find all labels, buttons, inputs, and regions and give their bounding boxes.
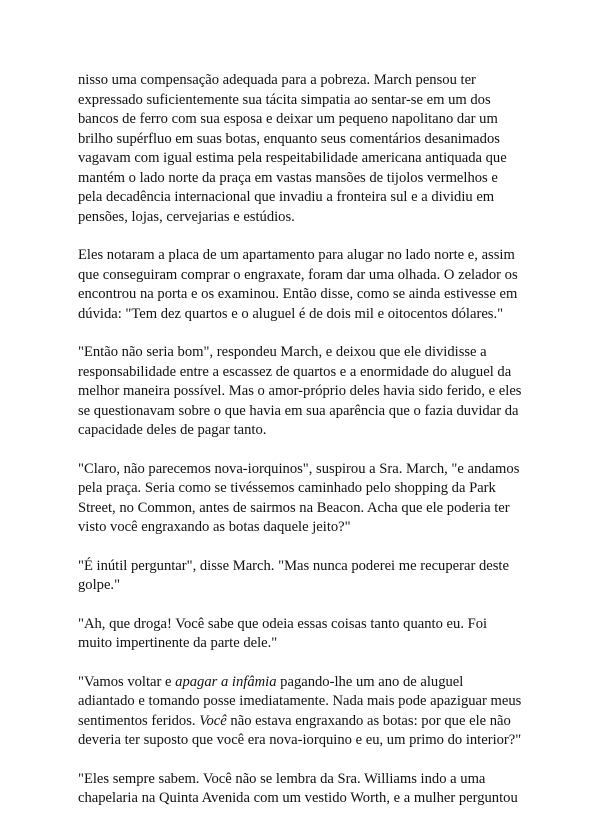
text-line: "Vamos voltar e xyxy=(78,673,176,690)
text-line: Street, no Common, antes de sairmos na Beacon. Acha que ele poderia ter xyxy=(78,499,510,516)
text-line: "Claro, não parecemos nova-iorquinos", suspirou a Sra. March, "e andamos xyxy=(78,460,520,477)
paragraph-8 xyxy=(78,770,530,809)
text-line: "É inútil perguntar", disse March. "Mas nunca poderei me recuperar deste xyxy=(78,557,509,574)
text-line: pela praça. Seria como se tivéssemos caminhado pelo shopping da Park xyxy=(78,480,496,496)
text-line: encontrou na porta e os examinou. Então disse, como se ainda estivesse em xyxy=(78,286,518,302)
text-line: sentimentos feridos. xyxy=(78,712,200,729)
paragraph-1 xyxy=(78,71,530,227)
text-line: muito impertinente da parte dele." xyxy=(78,635,278,651)
text-line: "Então não seria bom", respondeu March, e deixou que ele dividisse a xyxy=(78,344,487,360)
text-line: dúvida: "Tem dez quartos e o aluguel é de dois mil e oitocentos dólares." xyxy=(78,305,504,322)
text-fragment: não estava engraxando as botas: por que ele não xyxy=(226,712,511,729)
paragraph-5 xyxy=(78,557,530,596)
text-line: brilho supérfluo em suas botas, enquanto seus comentários desanimados xyxy=(78,130,500,147)
text-line: adiantado e tomando posse imediatamente. Nada mais pode apaziguar meus xyxy=(78,693,522,709)
italic-phrase: apagar a infâmia xyxy=(175,673,277,690)
text-line: capacidade deles de pagar tanto. xyxy=(78,422,267,438)
text-line: "Ah, que droga! Você sabe que odeia essas coisas tanto quanto eu. Foi xyxy=(78,615,488,632)
italic-word: Você xyxy=(199,712,227,729)
text-line: expressado suficientemente sua tácita simpatia ao sentar-se em um dos xyxy=(78,91,491,108)
text-line: chapelaria na Quinta Avenida com um vestido Worth, e a mulher perguntou xyxy=(78,790,518,806)
paragraph-6 xyxy=(78,615,530,654)
text-line: visto você engraxando as botas daquele jeito?" xyxy=(78,519,351,535)
paragraph-4 xyxy=(78,460,530,538)
text-line: bancos de ferro com sua esposa e deixar um pequeno napolitano dar um xyxy=(78,111,498,127)
text-line: nisso uma compensação adequada para a pobreza. March pensou ter xyxy=(78,72,476,88)
text-line: deveria ter suposto que você era nova-iorquino e eu, um primo do interior?" xyxy=(78,732,522,748)
text-line: que conseguiram comprar o engraxate, foram dar uma olhada. O zelador os xyxy=(78,266,518,283)
text-line: vagavam com igual estima pela respeitabilidade americana antiquada que xyxy=(78,150,507,166)
text-line: responsabilidade entre a escassez de quartos e a enormidade do aluguel da xyxy=(78,363,512,380)
paragraph-3 xyxy=(78,343,530,441)
text-line: melhor maneira possível. Mas o amor-próprio deles havia sido ferido, e eles xyxy=(78,383,522,399)
text-line: "Eles sempre sabem. Você não se lembra da Sra. Williams indo a uma xyxy=(78,770,486,787)
text-line: se questionavam sobre o que havia em sua aparência que o fazia duvidar da xyxy=(78,402,519,419)
body-text xyxy=(78,71,530,828)
text-line: mantém o lado norte da praça em vastas mansões de tijolos vermelhos e xyxy=(78,169,498,186)
text-fragment: pagando-lhe um ano de aluguel xyxy=(276,673,464,690)
text-line: pela decadência internacional que invadiu a fronteira sul e a dividiu em xyxy=(78,189,495,205)
paragraph-2 xyxy=(78,246,530,324)
text-line: Eles notaram a placa de um apartamento para alugar no lado norte e, assim xyxy=(78,247,515,263)
text-line: golpe." xyxy=(78,577,121,593)
paragraph-7 xyxy=(78,673,530,751)
text-line: pensões, lojas, cervejarias e estúdios. xyxy=(78,208,295,225)
